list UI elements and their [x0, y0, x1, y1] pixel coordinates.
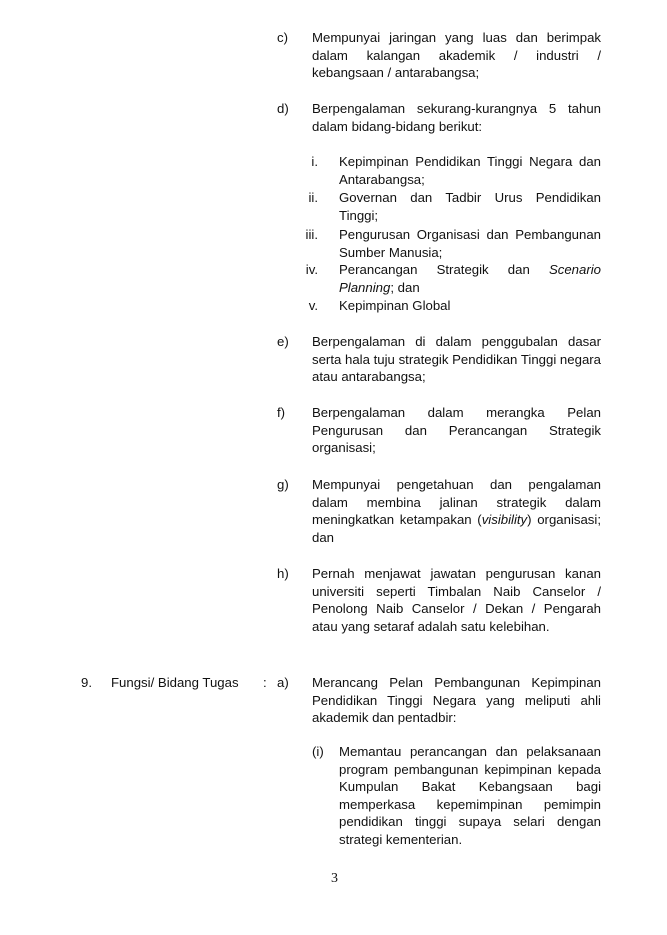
section-colon: :: [263, 675, 267, 690]
item-label: f): [277, 405, 286, 420]
item-text: Mempunyai pengetahuan dan pengalaman dalam membina jalinan strategik dalam meningkatkan ketampakan (visibility) organisasi; dan: [312, 477, 601, 545]
item-text: Berpengalaman dalam merangka Pelan Pengurusan dan Perancangan Strategik organisasi;: [312, 405, 601, 456]
subitem-text: Kepimpinan Global: [339, 298, 451, 313]
section-number: 9.: [81, 675, 92, 690]
item-label: e): [277, 334, 289, 349]
item-label: a): [277, 675, 289, 690]
subitem-number: ii.: [308, 190, 318, 205]
subitem-text: Pengurusan Organisasi dan Pembangunan Sumber Manusia;: [339, 227, 601, 260]
subitem-text: Governan dan Tadbir Urus Pendidikan Tinggi;: [339, 190, 601, 223]
page-number: 3: [331, 871, 338, 886]
item-text: Berpengalaman di dalam penggubalan dasar serta hala tuju strategik Pendidikan Tinggi negara atau antarabangsa;: [312, 334, 601, 385]
subitem-text: Memantau perancangan dan pelaksanaan program pembangunan kepimpinan kepada Kumpulan Bakat Kebangsaan bagi memperkasa kepemimpinan pemimpin pendidikan tinggi supaya selari dengan strategi kementerian.: [339, 744, 601, 847]
item-text: Mempunyai jaringan yang luas dan berimpak dalam kalangan akademik / industri / kebangsaan / antarabangsa;: [312, 30, 601, 81]
subitem-text: Perancangan Strategik dan Scenario Planning; dan: [339, 262, 601, 295]
subitem-number: i.: [311, 154, 318, 169]
subitem-number: iv.: [305, 262, 318, 277]
section-title: Fungsi/ Bidang Tugas: [111, 675, 239, 690]
item-text: Merancang Pelan Pembangunan Kepimpinan Pendidikan Tinggi Negara yang meliputi ahli akademik dan pentadbir:: [312, 675, 601, 726]
subitem-number: (i): [312, 744, 324, 759]
subitem-number: iii.: [305, 227, 318, 242]
item-label: d): [277, 101, 289, 116]
subitem-number: v.: [308, 298, 318, 313]
item-label: h): [277, 566, 289, 581]
item-text: Berpengalaman sekurang-kurangnya 5 tahun dalam bidang-bidang berikut:: [312, 101, 601, 134]
item-label: g): [277, 477, 289, 492]
item-label: c): [277, 30, 288, 45]
subitem-text: Kepimpinan Pendidikan Tinggi Negara dan Antarabangsa;: [339, 154, 601, 187]
item-text: Pernah menjawat jawatan pengurusan kanan universiti seperti Timbalan Naib Canselor / Penolong Naib Canselor / Dekan / Pengarah atau yang setaraf adalah satu kelebihan.: [312, 566, 601, 634]
